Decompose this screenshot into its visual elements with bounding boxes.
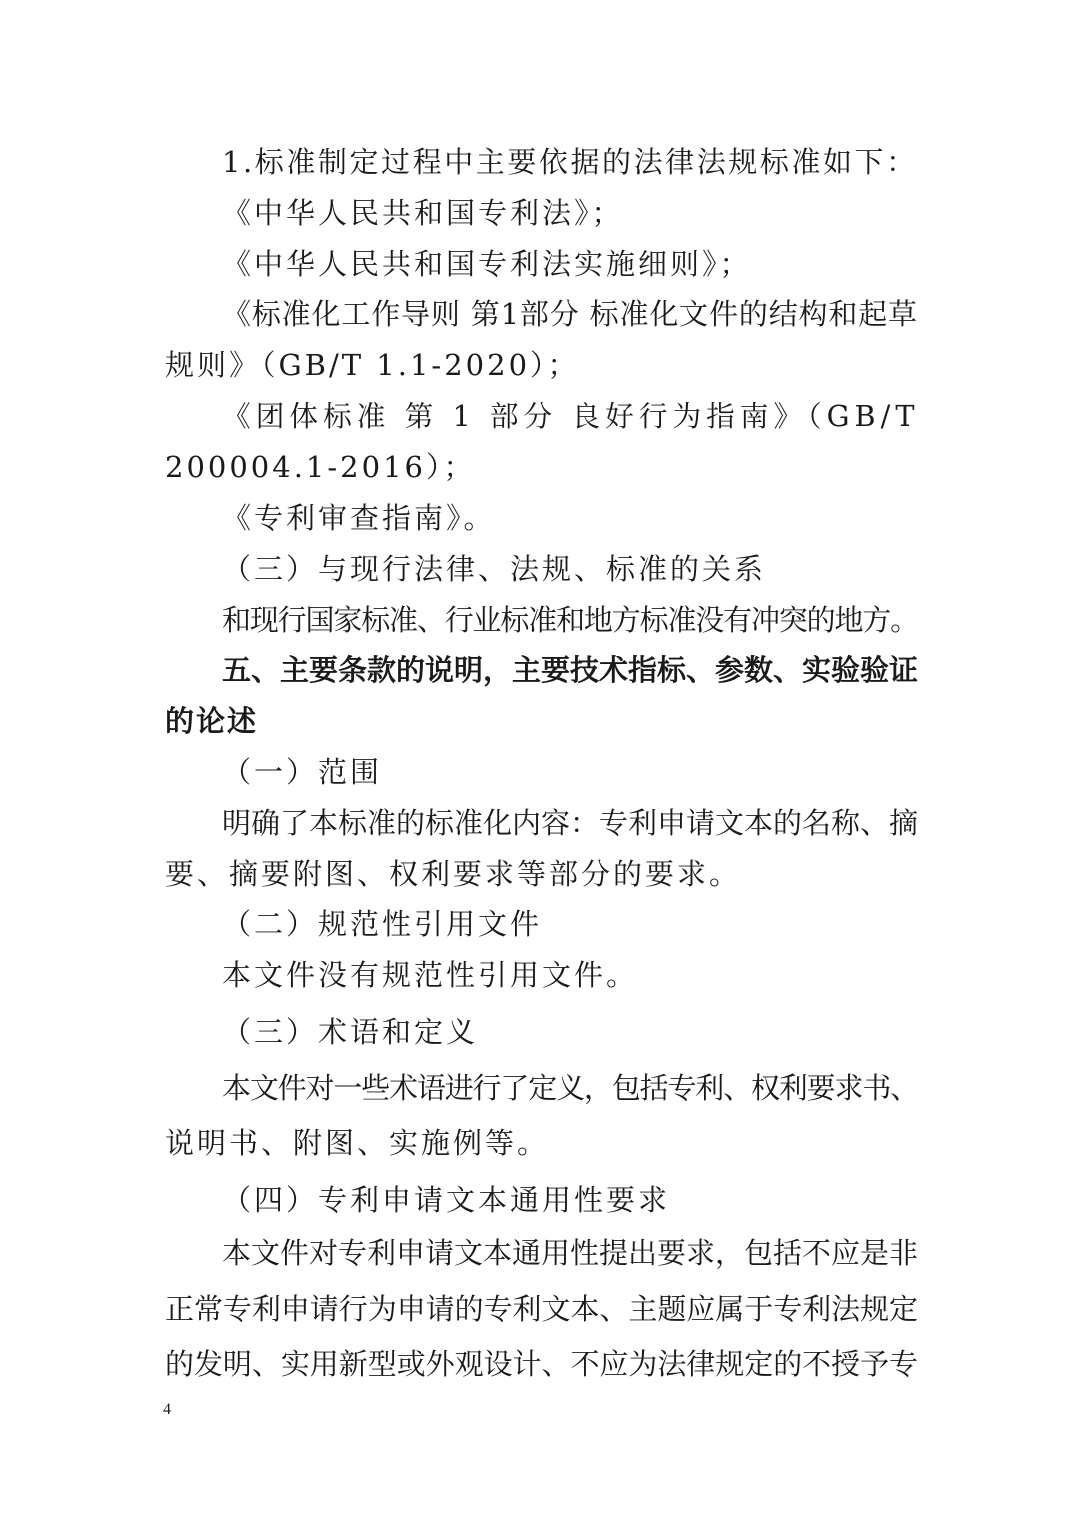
paragraph-line: 和现行国家标准、行业标准和地方标准没有冲突的地方。 — [222, 603, 919, 637]
paragraph-line: 《中华人民共和国专利法》； — [222, 196, 624, 230]
page-number: 4 — [163, 1401, 171, 1418]
section-heading: （三）术语和定义 — [222, 1015, 479, 1049]
paragraph-line: 正常专利申请行为申请的专利文本、主题应属于专利法规定 — [165, 1292, 919, 1326]
paragraph-line: 《中华人民共和国专利法实施细则》； — [222, 247, 752, 281]
chapter-heading: 五、主要条款的说明，主要技术指标、参数、实验验证 — [222, 653, 919, 687]
section-heading: （三）与现行法律、法规、标准的关系 — [222, 552, 767, 586]
chapter-heading: 的论述 — [165, 704, 259, 738]
paragraph-line: 规则》（GB/T 1.1-2020）； — [165, 348, 580, 382]
section-heading: （一）范围 — [222, 755, 383, 789]
paragraph-line: 本文件对专利申请文本通用性提出要求，包括不应是非 — [222, 1236, 919, 1270]
paragraph-line: 《专利审查指南》。 — [222, 501, 496, 535]
section-heading: （四）专利申请文本通用性要求 — [222, 1183, 671, 1217]
paragraph-line: 要、摘要附图、权利要求等部分的要求。 — [165, 857, 742, 891]
paragraph-line: 说明书、附图、实施例等。 — [165, 1126, 550, 1160]
paragraph-line: 1.标准制定过程中主要依据的法律法规标准如下： — [222, 145, 918, 179]
paragraph-line: 200004.1-2016）； — [165, 450, 476, 484]
paragraph-line: 明确了本标准的标准化内容：专利申请文本的名称、摘 — [222, 806, 919, 840]
paragraph-line: 本文件对一些术语进行了定义，包括专利、权利要求书、 — [222, 1071, 919, 1105]
paragraph-line: 《标准化工作导则 第1部分 标准化文件的结构和起草 — [222, 297, 918, 331]
paragraph-line: 本文件没有规范性引用文件。 — [222, 958, 639, 992]
paragraph-line: 的发明、实用新型或外观设计、不应为法律规定的不授予专 — [165, 1347, 919, 1381]
section-heading: （二）规范性引用文件 — [222, 907, 543, 941]
paragraph-line: 《团体标准 第 1 部分 良好行为指南》（GB/T — [222, 399, 920, 433]
